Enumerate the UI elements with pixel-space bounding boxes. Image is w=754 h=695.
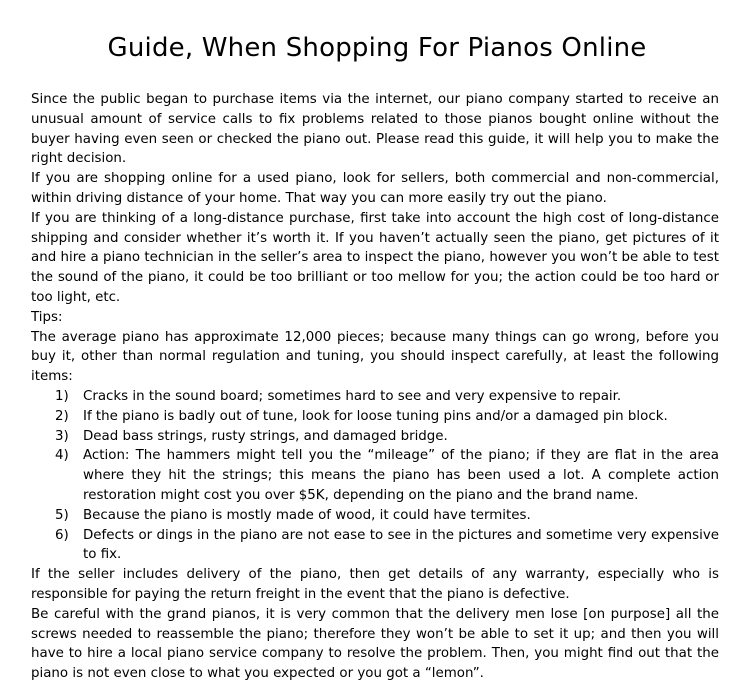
list-item-text: Cracks in the sound board; sometimes hard to see and very expensive to repair. <box>83 388 622 404</box>
inspection-list <box>31 387 719 565</box>
document-body <box>31 90 719 684</box>
list-item <box>31 407 719 427</box>
grand-piano-warning-paragraph: Be careful with the grand pianos, it is very common that the delivery men lose [on purpose] all the screws needed to reassemble the piano; therefore they won’t be able to set it up; and then you will have to hire a local piano service company to resolve the problem. Then, you might find out that the piano is not even close to what you expected or you got a “lemon”. <box>31 606 719 682</box>
list-item <box>31 506 719 526</box>
tips-heading: Tips: <box>31 309 63 325</box>
list-item-text: If the piano is badly out of tune, look for loose tuning pins and/or a damaged pin block. <box>83 408 668 424</box>
list-item <box>31 387 719 407</box>
list-item <box>31 427 719 447</box>
list-item-text: Defects or dings in the piano are not ease to see in the pictures and sometime very expensive to fix. <box>83 527 719 563</box>
list-item <box>31 526 719 566</box>
list-item-number: 3) <box>55 428 69 444</box>
list-item <box>31 446 719 505</box>
list-item-number: 4) <box>55 448 69 464</box>
document-title: Guide, When Shopping For Pianos Online <box>107 33 647 63</box>
list-item-number: 1) <box>55 388 69 404</box>
intro-paragraph: Since the public began to purchase items via the internet, our piano company started to receive an unusual amount of service calls to fix problems related to those pianos bought online without the buyer having even seen or checked the piano out. Please read this guide, it will help you to make the right decision. <box>31 92 719 167</box>
list-item-text: Action: The hammers might tell you the “mileage” of the piano; if they are flat in the area where they hit the strings; this means the piano has been used a lot. A complete action restoration might cost you over $5K, depending on the piano and the brand name. <box>83 448 719 503</box>
list-item-number: 6) <box>55 527 69 543</box>
list-item-number: 5) <box>55 507 69 523</box>
list-item-text: Dead bass strings, rusty strings, and damaged bridge. <box>83 428 448 444</box>
list-item-text: Because the piano is mostly made of wood, it could have termites. <box>83 507 531 523</box>
local-shopping-paragraph: If you are shopping online for a used piano, look for sellers, both commercial and non-commercial, within driving distance of your home. That way you can more easily try out the piano. <box>31 171 719 206</box>
delivery-warranty-paragraph: If the seller includes delivery of the piano, then get details of any warranty, especially who is responsible for paying the return freight in the event that the piano is defective. <box>31 567 719 602</box>
long-distance-paragraph: If you are thinking of a long-distance purchase, first take into account the high cost of long-distance shipping and consider whether it’s worth it. If you haven’t actually seen the piano, get pictures of it and hire a piano technician in the seller’s area to inspect the piano, however you won’t be able to test the sound of the piano, it could be too brilliant or too mellow for you; the action could be too hard or too light, etc. <box>31 210 719 305</box>
inspection-intro-paragraph: The average piano has approximate 12,000 pieces; because many things can go wrong, before you buy it, other than normal regulation and tuning, you should inspect carefully, at least the following items: <box>31 329 719 385</box>
list-item-number: 2) <box>55 408 69 424</box>
